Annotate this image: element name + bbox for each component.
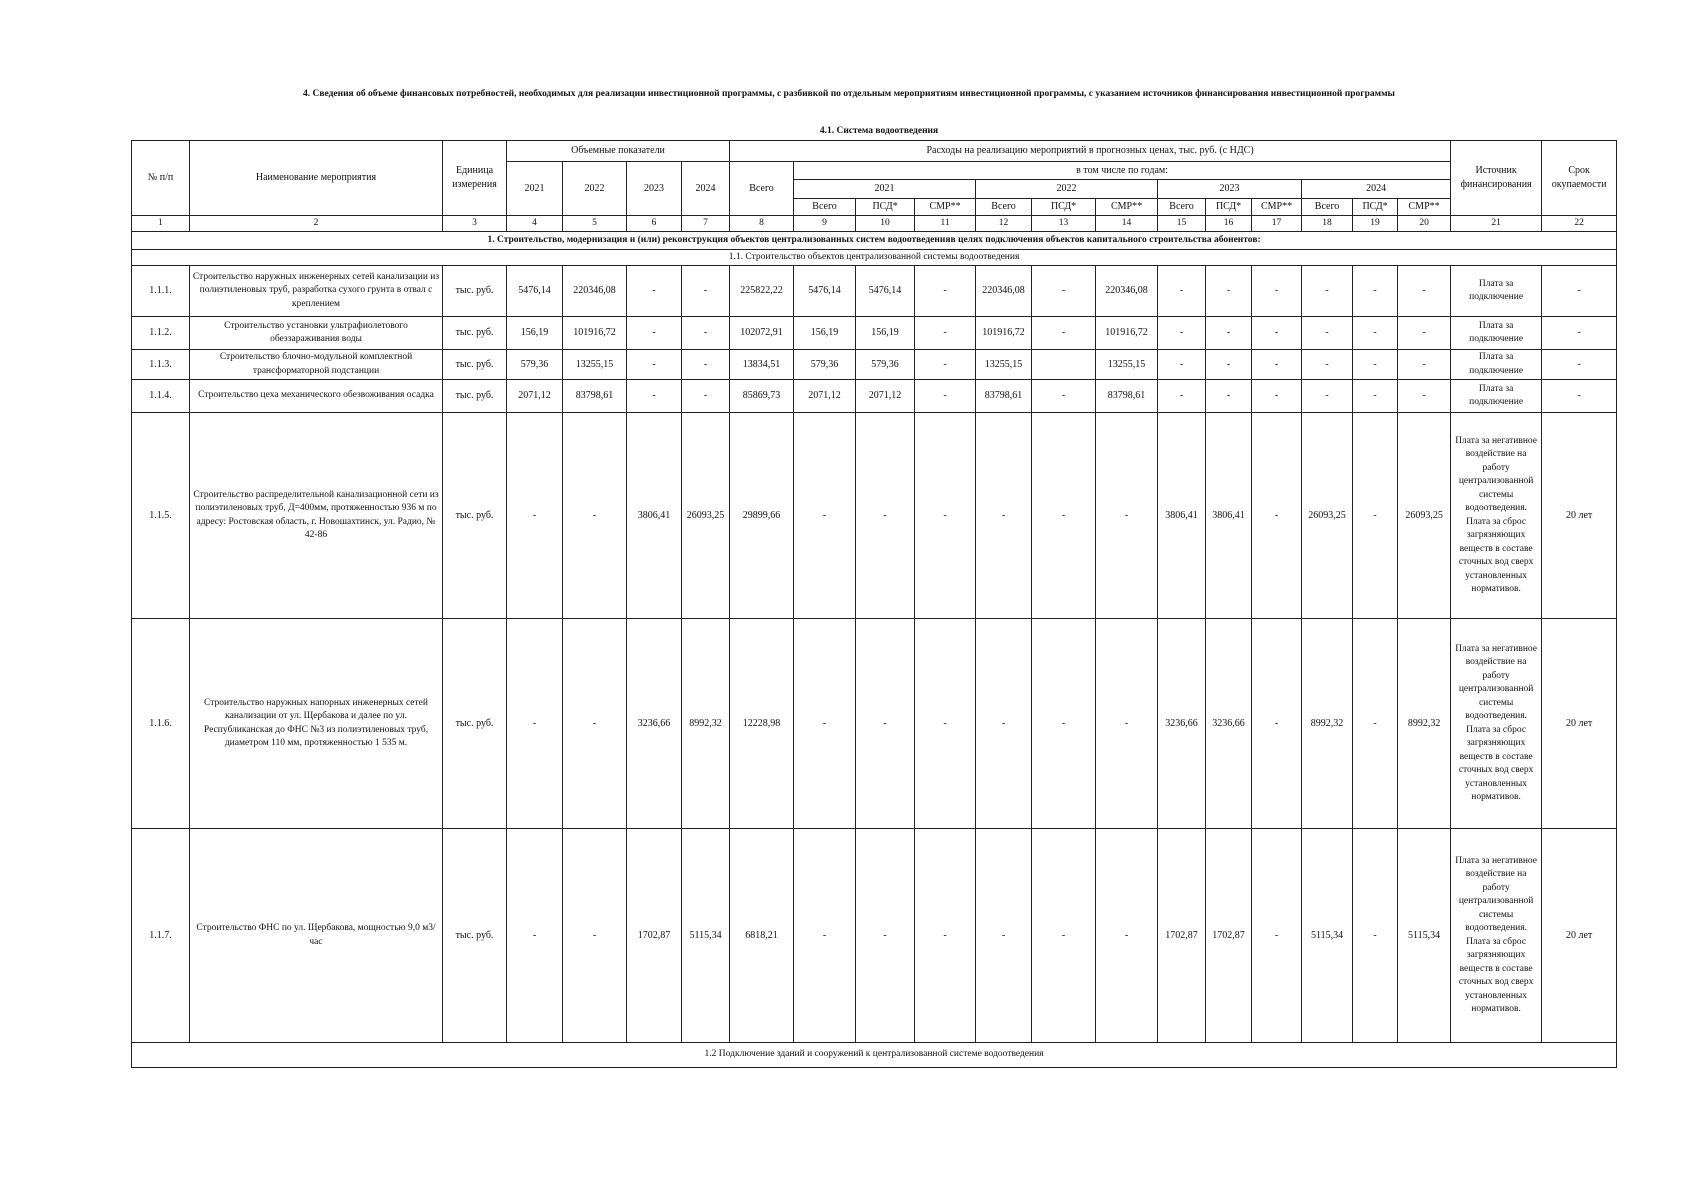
row-year-value: -: [976, 413, 1032, 619]
row-year-value: 220346,08: [976, 266, 1032, 317]
row-source: Плата за подключение: [1451, 266, 1542, 317]
row-year-value: -: [915, 829, 976, 1043]
row-source: Плата за подключение: [1451, 317, 1542, 350]
row-volume-value: 26093,25: [682, 413, 730, 619]
row-year-value: 5476,14: [794, 266, 856, 317]
table-row: [132, 619, 1617, 829]
row-volume-value: -: [507, 829, 563, 1043]
row-year-value: 8992,32: [1398, 619, 1451, 829]
row-year-value: 3236,66: [1158, 619, 1206, 829]
row-volume-value: 83798,61: [563, 380, 627, 413]
row-year-value: -: [1302, 380, 1353, 413]
row-year-value: 101916,72: [1096, 317, 1158, 350]
column-number: 7: [682, 215, 730, 232]
row-year-value: -: [1096, 413, 1158, 619]
row-year-value: 83798,61: [1096, 380, 1158, 413]
header-subcol: ПСД*: [1032, 199, 1096, 216]
row-year-value: 3806,41: [1158, 413, 1206, 619]
table-row: [132, 266, 1617, 317]
row-year-value: -: [915, 266, 976, 317]
row-name: Строительство цеха механического обезвоживания осадка: [190, 380, 443, 413]
row-payback: 20 лет: [1542, 829, 1617, 1043]
row-payback: -: [1542, 317, 1617, 350]
investment-table: [131, 140, 1617, 1068]
row-year-value: -: [1032, 413, 1096, 619]
header-year-2023: 2023: [1158, 180, 1302, 199]
row-source: Плата за подключение: [1451, 350, 1542, 380]
header-year-2021: 2021: [794, 180, 976, 199]
row-number: 1.1.4.: [132, 380, 190, 413]
row-year-value: 13255,15: [976, 350, 1032, 380]
row-volume-value: -: [563, 829, 627, 1043]
row-volume-value: -: [507, 413, 563, 619]
row-year-value: -: [1252, 317, 1302, 350]
header-unit: Единица измерения: [443, 141, 507, 216]
row-year-value: -: [1096, 829, 1158, 1043]
header-subcol: ПСД*: [1206, 199, 1252, 216]
header-total: Всего: [730, 162, 794, 216]
header-source: Источник финансирования: [1451, 141, 1542, 216]
header-subcol: ПСД*: [856, 199, 915, 216]
row-year-value: -: [1398, 317, 1451, 350]
row-year-value: -: [1032, 266, 1096, 317]
row-year-value: -: [1302, 266, 1353, 317]
row-unit: тыс. руб.: [443, 413, 507, 619]
row-year-value: -: [915, 350, 976, 380]
column-number: 8: [730, 215, 794, 232]
row-volume-value: 5476,14: [507, 266, 563, 317]
column-number: 18: [1302, 215, 1353, 232]
row-year-value: [1032, 350, 1096, 380]
row-year-value: -: [1353, 317, 1398, 350]
row-year-value: -: [1032, 829, 1096, 1043]
header-subcol: СМР**: [915, 199, 976, 216]
row-unit: тыс. руб.: [443, 350, 507, 380]
row-year-value: -: [856, 619, 915, 829]
row-volume-value: 101916,72: [563, 317, 627, 350]
row-volume-value: -: [627, 266, 682, 317]
row-year-value: 3236,66: [1206, 619, 1252, 829]
row-year-value: -: [794, 829, 856, 1043]
column-number: 9: [794, 215, 856, 232]
row-volume-value: -: [563, 619, 627, 829]
header-num: № п/п: [132, 141, 190, 216]
row-source: Плата за подключение: [1451, 380, 1542, 413]
row-year-value: -: [1252, 619, 1302, 829]
row-payback: -: [1542, 380, 1617, 413]
row-year-value: -: [1252, 350, 1302, 380]
row-volume-value: 8992,32: [682, 619, 730, 829]
row-payback: 20 лет: [1542, 413, 1617, 619]
table-row: [132, 413, 1617, 619]
header-volume: Объемные показатели: [507, 141, 730, 162]
header-subcol: Всего: [1302, 199, 1353, 216]
row-name: Строительство установки ультрафиолетового обеззараживания воды: [190, 317, 443, 350]
row-name: Строительство наружных инженерных сетей канализации из полиэтиленовых труб, разработка сухого грунта в отвал с креплением: [190, 266, 443, 317]
row-year-value: -: [1353, 350, 1398, 380]
header-payback: Срок окупаемости: [1542, 141, 1617, 216]
header-subcol: СМР**: [1096, 199, 1158, 216]
row-year-value: 83798,61: [976, 380, 1032, 413]
row-year-value: -: [1398, 266, 1451, 317]
table-row: [132, 829, 1617, 1043]
row-year-value: -: [1206, 317, 1252, 350]
row-volume-value: -: [507, 619, 563, 829]
row-year-value: 5115,34: [1398, 829, 1451, 1043]
row-volume-value: -: [682, 317, 730, 350]
row-year-value: 3806,41: [1206, 413, 1252, 619]
row-year-value: -: [1252, 266, 1302, 317]
column-number: 11: [915, 215, 976, 232]
row-number: 1.1.3.: [132, 350, 190, 380]
row-unit: тыс. руб.: [443, 317, 507, 350]
row-volume-value: 579,36: [507, 350, 563, 380]
column-number: 1: [132, 215, 190, 232]
row-year-value: -: [1353, 829, 1398, 1043]
table-row: [132, 317, 1617, 350]
header-year-2024: 2024: [1302, 180, 1451, 199]
row-year-value: -: [1302, 317, 1353, 350]
row-volume-value: 3806,41: [627, 413, 682, 619]
row-year-value: -: [1158, 350, 1206, 380]
row-volume-value: -: [563, 413, 627, 619]
row-year-value: -: [1398, 350, 1451, 380]
column-number: 17: [1252, 215, 1302, 232]
row-year-value: -: [915, 413, 976, 619]
row-payback: -: [1542, 350, 1617, 380]
row-year-value: -: [856, 413, 915, 619]
row-unit: тыс. руб.: [443, 266, 507, 317]
row-year-value: 13255,15: [1096, 350, 1158, 380]
header-subcol: Всего: [976, 199, 1032, 216]
row-year-value: 2071,12: [856, 380, 915, 413]
row-volume-value: 2071,12: [507, 380, 563, 413]
column-number: 3: [443, 215, 507, 232]
row-year-value: 26093,25: [1302, 413, 1353, 619]
row-year-value: 579,36: [856, 350, 915, 380]
row-volume-value: 5115,34: [682, 829, 730, 1043]
column-number: 19: [1353, 215, 1398, 232]
row-year-value: 2071,12: [794, 380, 856, 413]
column-number: 22: [1542, 215, 1617, 232]
row-year-value: -: [1032, 619, 1096, 829]
section-title: 1. Строительство, модернизация и (или) реконструкция объектов централизованных систем водоотведенияв целях подключения объектов капитального строительства абонентов:: [132, 232, 1617, 250]
header-subcol: СМР**: [1398, 199, 1451, 216]
column-number: 20: [1398, 215, 1451, 232]
row-name: Строительство блочно-модульной комплектной трансформаторной подстанции: [190, 350, 443, 380]
row-volume-value: -: [682, 380, 730, 413]
row-volume-value: 156,19: [507, 317, 563, 350]
column-number: 12: [976, 215, 1032, 232]
row-year-value: 5115,34: [1302, 829, 1353, 1043]
row-year-value: 101916,72: [976, 317, 1032, 350]
row-number: 1.1.2.: [132, 317, 190, 350]
row-year-value: -: [1252, 829, 1302, 1043]
row-year-value: -: [794, 413, 856, 619]
column-number: 5: [563, 215, 627, 232]
row-volume-value: -: [627, 350, 682, 380]
header-vol-2024: 2024: [682, 162, 730, 216]
row-year-value: -: [1252, 413, 1302, 619]
row-year-value: 220346,08: [1096, 266, 1158, 317]
row-total: 12228,98: [730, 619, 794, 829]
column-number: 2: [190, 215, 443, 232]
row-total: 6818,21: [730, 829, 794, 1043]
row-year-value: 156,19: [856, 317, 915, 350]
row-year-value: -: [1206, 350, 1252, 380]
row-unit: тыс. руб.: [443, 380, 507, 413]
row-total: 225822,22: [730, 266, 794, 317]
row-year-value: 156,19: [794, 317, 856, 350]
row-number: 1.1.7.: [132, 829, 190, 1043]
header-vol-2022: 2022: [563, 162, 627, 216]
row-payback: 20 лет: [1542, 619, 1617, 829]
row-year-value: -: [1353, 266, 1398, 317]
row-year-value: -: [1158, 380, 1206, 413]
header-by-years: в том числе по годам:: [794, 162, 1451, 180]
row-volume-value: -: [627, 317, 682, 350]
row-volume-value: 13255,15: [563, 350, 627, 380]
header-name: Наименование мероприятия: [190, 141, 443, 216]
row-year-value: 8992,32: [1302, 619, 1353, 829]
header-vol-2023: 2023: [627, 162, 682, 216]
row-year-value: -: [856, 829, 915, 1043]
table-subtitle: 4.1. Система водоотведения: [819, 126, 939, 136]
column-number: 21: [1451, 215, 1542, 232]
document-title: 4. Сведения об объеме финансовых потребностей, необходимых для реализации инвестиционной программы, с разбивкой по отдельным мероприятиям инвестиционной программы, с указанием источников финансирования инвестиционной программы: [303, 89, 1395, 99]
row-total: 29899,66: [730, 413, 794, 619]
row-name: Строительство ФНС по ул. Щербакова, мощностью 9,0 м3/час: [190, 829, 443, 1043]
row-year-value: -: [915, 380, 976, 413]
row-number: 1.1.6.: [132, 619, 190, 829]
row-volume-value: 220346,08: [563, 266, 627, 317]
row-year-value: -: [1302, 350, 1353, 380]
row-year-value: -: [1252, 380, 1302, 413]
subsection-2-title: 1.2 Подключение зданий и сооружений к централизованной системе водоотведения: [132, 1043, 1617, 1068]
row-unit: тыс. руб.: [443, 619, 507, 829]
row-year-value: 1702,87: [1158, 829, 1206, 1043]
row-payback: -: [1542, 266, 1617, 317]
row-name: Строительство распределительной канализационной сети из полиэтиленовых труб, Д=400мм, протяженностью 936 м по адресу: Ростовская область, г. Новошахтинск, ул. Радио, № 42-86: [190, 413, 443, 619]
row-year-value: -: [915, 317, 976, 350]
column-number: 4: [507, 215, 563, 232]
row-total: 13834,51: [730, 350, 794, 380]
header-vol-2021: 2021: [507, 162, 563, 216]
row-number: 1.1.1.: [132, 266, 190, 317]
header-year-2022: 2022: [976, 180, 1158, 199]
column-number: 15: [1158, 215, 1206, 232]
column-number: 6: [627, 215, 682, 232]
subsection-1-title: 1.1. Строительство объектов централизованной системы водоотведения: [132, 250, 1617, 266]
row-year-value: 1702,87: [1206, 829, 1252, 1043]
row-year-value: 26093,25: [1398, 413, 1451, 619]
row-year-value: -: [1096, 619, 1158, 829]
column-number: 16: [1206, 215, 1252, 232]
row-year-value: -: [1032, 317, 1096, 350]
row-year-value: -: [1032, 380, 1096, 413]
header-subcol: Всего: [794, 199, 856, 216]
row-volume-value: -: [682, 266, 730, 317]
column-number: 14: [1096, 215, 1158, 232]
row-year-value: 579,36: [794, 350, 856, 380]
row-year-value: -: [1158, 317, 1206, 350]
row-unit: тыс. руб.: [443, 829, 507, 1043]
row-volume-value: -: [627, 380, 682, 413]
row-volume-value: 3236,66: [627, 619, 682, 829]
table-row: [132, 350, 1617, 380]
row-total: 85869,73: [730, 380, 794, 413]
row-volume-value: -: [682, 350, 730, 380]
header-subcol: ПСД*: [1353, 199, 1398, 216]
row-year-value: 5476,14: [856, 266, 915, 317]
row-year-value: -: [976, 619, 1032, 829]
row-source: Плата за негативное воздействие на работу централизованной системы водоотведения. Плата за сброс загрязняющих веществ в составе сточных вод сверх установленных нормативов.: [1451, 413, 1542, 619]
column-number: 10: [856, 215, 915, 232]
row-year-value: -: [1206, 266, 1252, 317]
row-year-value: -: [1206, 380, 1252, 413]
header-expenses: Расходы на реализацию мероприятий в прогнозных ценах, тыс. руб. (с НДС): [730, 141, 1451, 162]
row-year-value: -: [794, 619, 856, 829]
row-name: Строительство наружных напорных инженерных сетей канализации от ул. Щербакова и далее по ул. Республиканская до ФНС №3 из полиэтиленовых труб, диаметром 110 мм, протяженностью 1 535 м.: [190, 619, 443, 829]
row-year-value: -: [1398, 380, 1451, 413]
row-year-value: -: [976, 829, 1032, 1043]
header-subcol: Всего: [1158, 199, 1206, 216]
row-year-value: -: [1353, 619, 1398, 829]
row-source: Плата за негативное воздействие на работу централизованной системы водоотведения. Плата за сброс загрязняющих веществ в составе сточных вод сверх установленных нормативов.: [1451, 619, 1542, 829]
column-number: 13: [1032, 215, 1096, 232]
row-year-value: -: [1353, 380, 1398, 413]
row-year-value: -: [1353, 413, 1398, 619]
header-subcol: СМР**: [1252, 199, 1302, 216]
row-year-value: -: [1158, 266, 1206, 317]
row-year-value: -: [915, 619, 976, 829]
row-source: Плата за негативное воздействие на работу централизованной системы водоотведения. Плата за сброс загрязняющих веществ в составе сточных вод сверх установленных нормативов.: [1451, 829, 1542, 1043]
table-row: [132, 380, 1617, 413]
column-numbers-row: [132, 215, 1617, 232]
row-volume-value: 1702,87: [627, 829, 682, 1043]
row-number: 1.1.5.: [132, 413, 190, 619]
row-total: 102072,91: [730, 317, 794, 350]
